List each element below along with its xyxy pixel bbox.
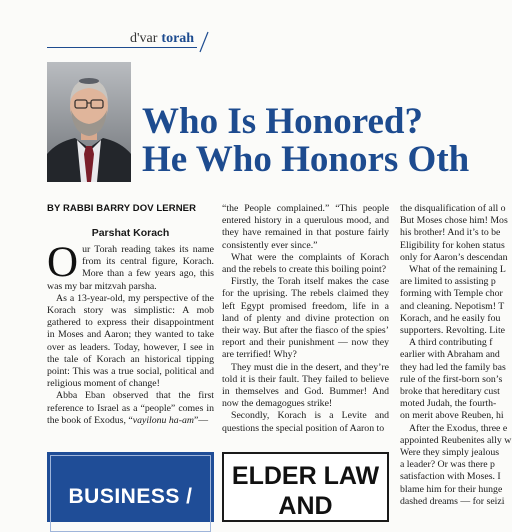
drop-cap: O bbox=[47, 239, 79, 286]
column-3-line: satisfaction with Moses. I bbox=[400, 471, 501, 483]
column-3-line: After the Exodus, three e bbox=[409, 422, 508, 434]
column-3-line: appointed Reubenites ally w bbox=[400, 434, 512, 446]
paragraph-text: Abba Eban observed that the first reference to Israel as a “people” comes in the book of Exodus, “ bbox=[47, 390, 214, 426]
column-3-line: Were they simply jealous bbox=[400, 447, 500, 459]
column-3-line: earlier with Abraham and bbox=[400, 349, 500, 361]
paragraph: “the People complained.” “This people entered history in a querulous mood, and they have remained in that posture fairly consistently ever since.” bbox=[222, 203, 389, 251]
business-ad-title: BUSINESS / bbox=[68, 485, 193, 508]
paragraph-text: ”— bbox=[193, 414, 209, 426]
italic-term: vayilonu ha-am bbox=[132, 414, 194, 426]
section-tag-name: torah bbox=[161, 31, 195, 46]
paragraph: They must die in the desert, and they’re told it is their fault. They failed to believe in themselves and God. Bummer! And now the demagogues strike! bbox=[222, 361, 389, 410]
column-3-line: blame him for their hunge bbox=[400, 483, 503, 495]
column-3-line: they had led the family bas bbox=[400, 361, 506, 373]
column-3-line: Eligibility for kohen status bbox=[400, 239, 505, 251]
article-column-1 bbox=[47, 239, 214, 427]
byline: BY RABBI BARRY DOV LERNER bbox=[47, 203, 197, 214]
column-3-line: Korach, and he easily fou bbox=[400, 312, 501, 324]
column-3-line: and cleaning. Nepotism! T bbox=[400, 300, 505, 312]
paragraph: What were the complaints of Korach and the rebels to create this boiling point? bbox=[222, 251, 389, 276]
article-column-2 bbox=[222, 203, 389, 435]
headline bbox=[142, 103, 512, 179]
paragraph: Firstly, the Torah itself makes the case for the uprising. The rebels claimed they left Egypt promised freedom, life in a land of plenty and divine protection on their way. But after the fiasco of the spies’ report and their punishment — now they are terrified! Why? bbox=[222, 276, 389, 361]
headline-line-2: He Who Honors Oth bbox=[142, 139, 470, 180]
column-3-line: on merit above Reuben, hi bbox=[400, 410, 504, 422]
author-photo bbox=[47, 62, 131, 182]
header-rule bbox=[47, 47, 197, 48]
column-3-line: are limited to assisting p bbox=[400, 276, 496, 288]
paragraph bbox=[47, 239, 214, 293]
column-3-line: What of the remaining L bbox=[409, 264, 506, 276]
elder-law-ad-subtitle: AND bbox=[278, 492, 333, 520]
elder-law-ad-title: ELDER LAW bbox=[231, 462, 380, 490]
header-slash-mark bbox=[197, 30, 211, 54]
column-3-line: dashed dreams — for seizi bbox=[400, 495, 505, 507]
paragraph-text: ur Torah reading takes its name from its central figure, Korach. More than a few years ago, this was my bar mitzvah parsha. bbox=[47, 244, 214, 292]
column-3-line: the disqualification of all o bbox=[400, 203, 506, 214]
section-tag bbox=[130, 31, 194, 47]
headline-line-1: Who Is Honored? bbox=[142, 101, 423, 142]
column-3-line: his brother! And it’s to be bbox=[400, 227, 501, 239]
section-tag-prefix: d'var bbox=[130, 31, 158, 46]
column-3-line: forming with Temple chor bbox=[400, 288, 503, 300]
paragraph: As a 13-year-old, my perspective of the Korach story was simplistic: A mob gathered to express their disappointment in Moses and Aaron; they wanted to take over as leaders. Today, however, I see in the tale of Korach an historical tipping point: This was a true social, political and religious moment of change! bbox=[47, 292, 214, 390]
column-3-line: only for Aaron’s descendan bbox=[400, 251, 508, 263]
column-3-line: A third contributing f bbox=[409, 337, 493, 349]
parsha-title: Parshat Korach bbox=[91, 227, 170, 239]
paragraph: Secondly, Korach is a Levite and questions the special position of Aaron to bbox=[222, 410, 389, 434]
article-column-3 bbox=[400, 203, 512, 508]
column-3-line: a leader? Or was there p bbox=[400, 459, 495, 471]
column-3-line: rule of the first-born son’s bbox=[400, 373, 503, 385]
column-3-line: But Moses chose him! Mos bbox=[400, 215, 508, 227]
column-3-line: moted Judah, the fourth- bbox=[400, 398, 497, 410]
column-3-line: supporters. Revolting. Lite bbox=[400, 325, 506, 337]
column-3-line: broke that hereditary cust bbox=[400, 386, 500, 398]
paragraph bbox=[47, 390, 214, 427]
